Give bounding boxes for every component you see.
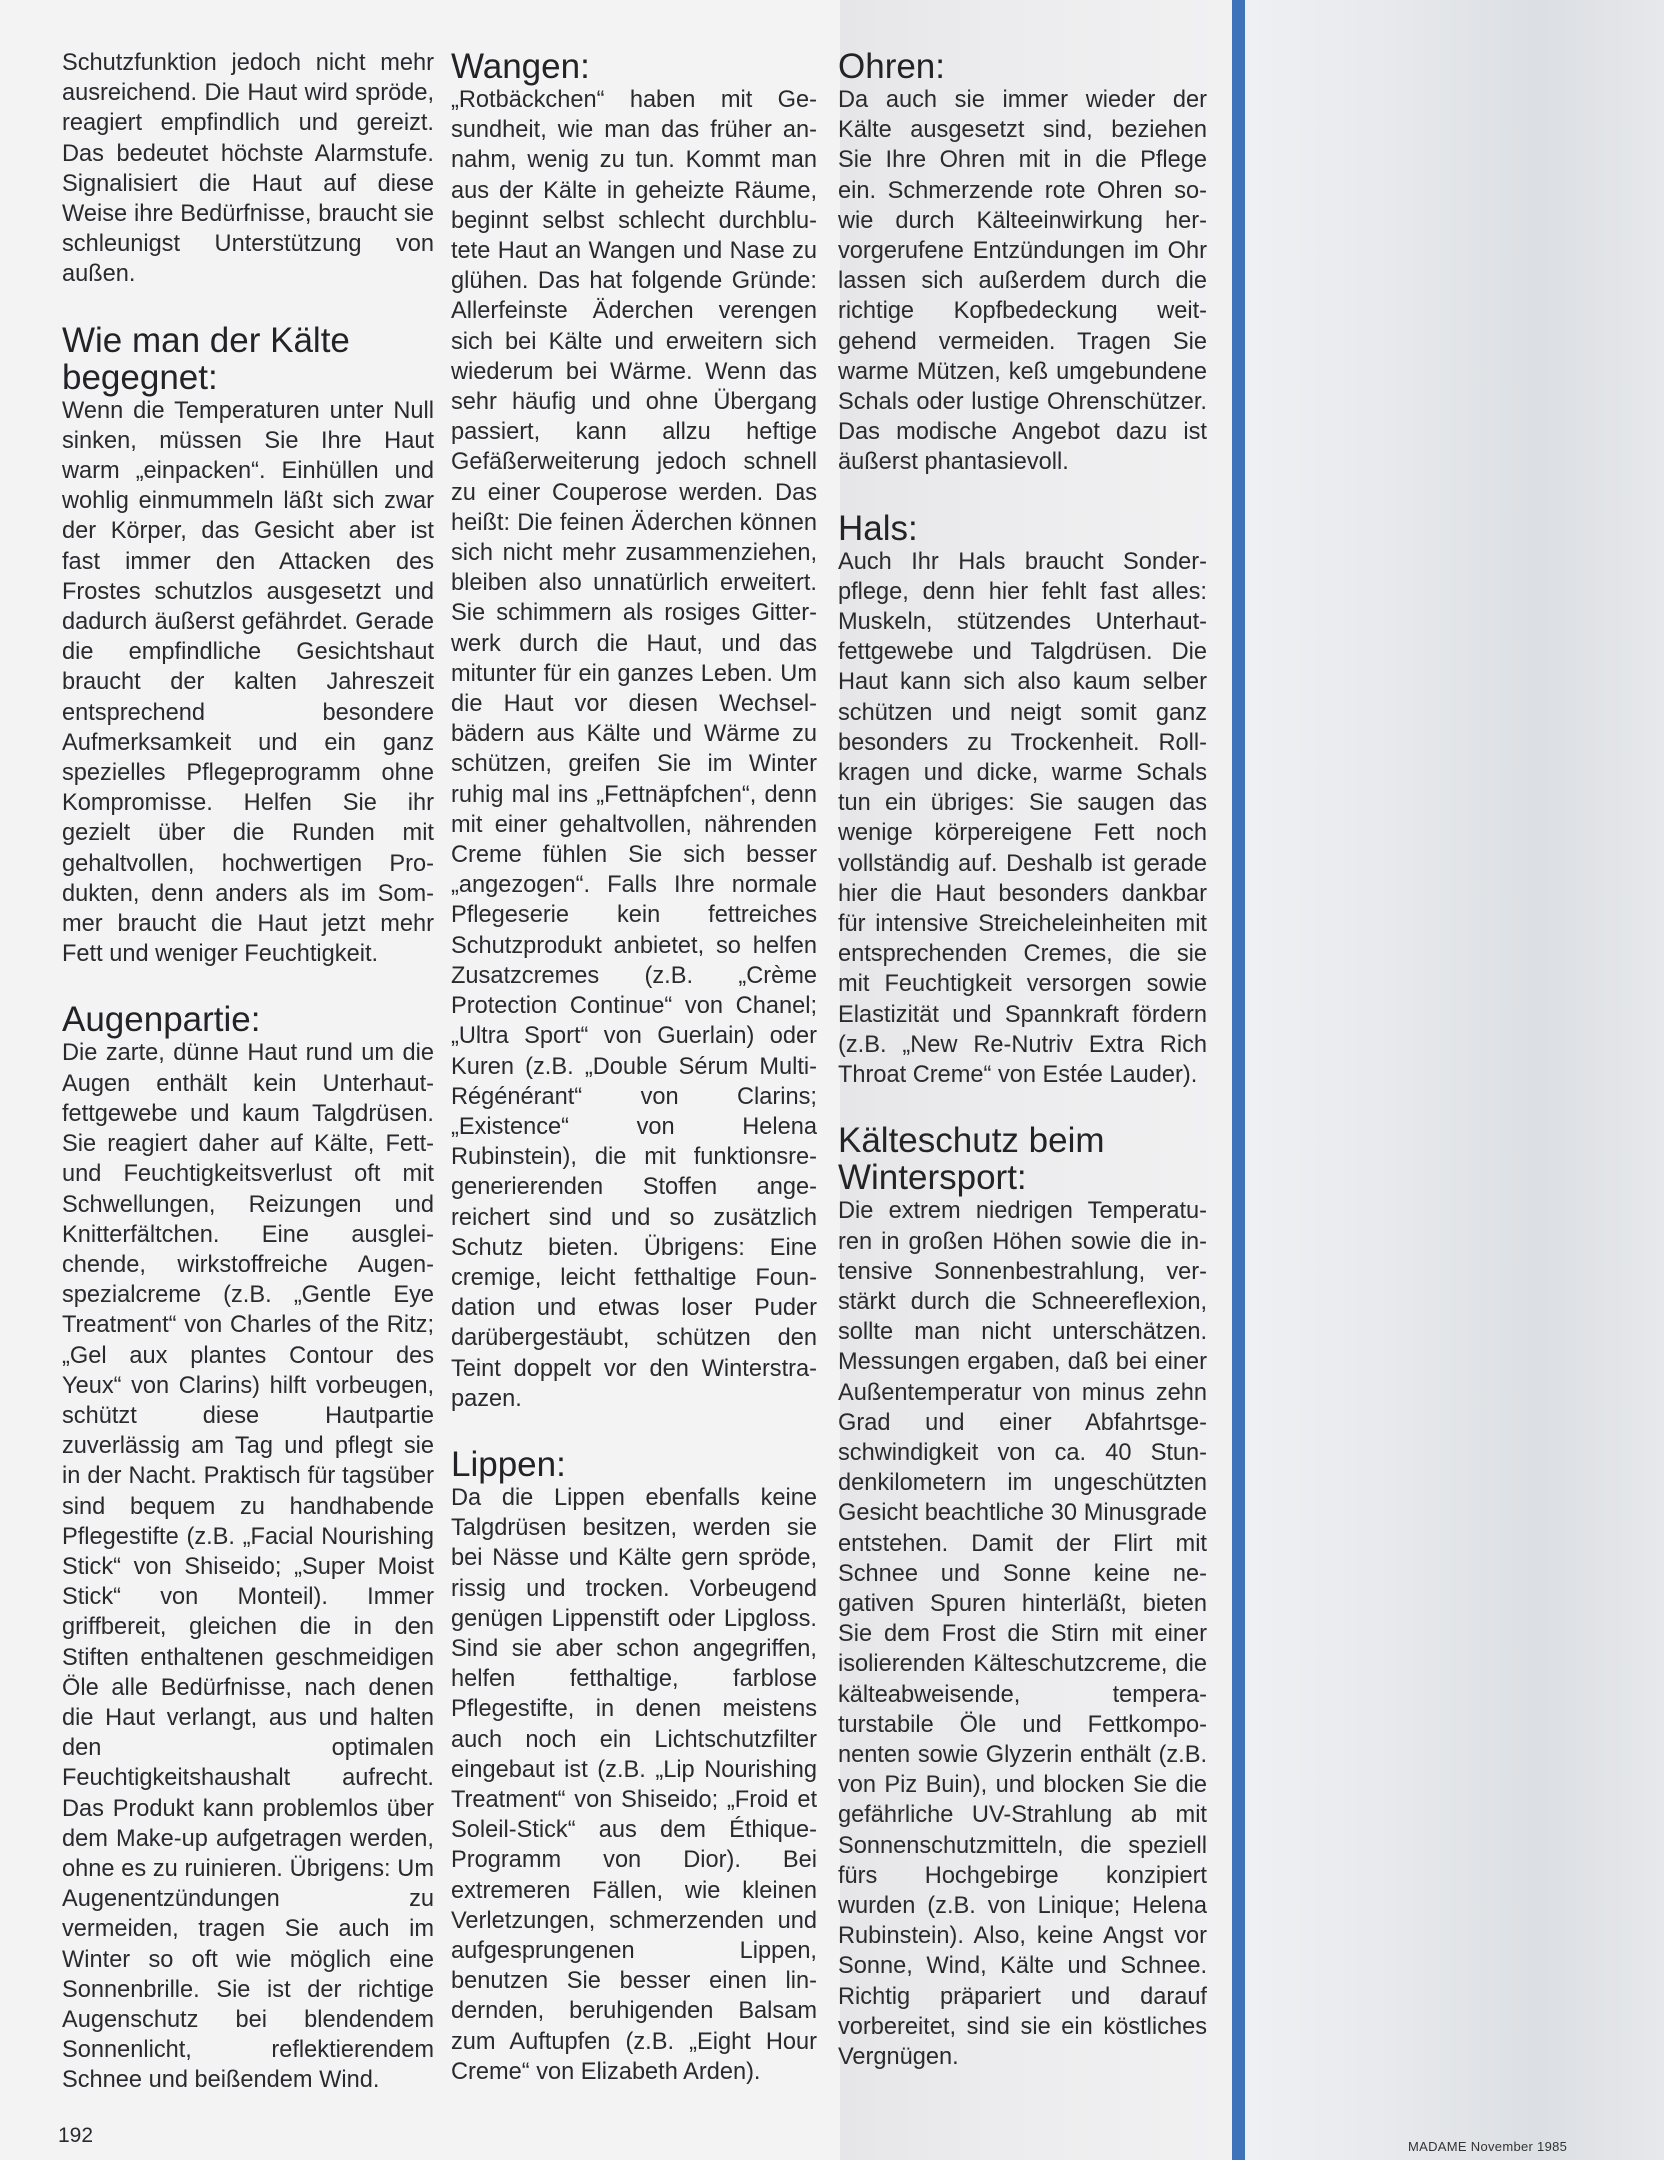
magazine-footer: MADAME November 1985: [1408, 2139, 1568, 2154]
heading-kaelte-begegnen: Wie man der Kälte begegnet:: [62, 320, 350, 397]
facing-page-edge: [1245, 0, 1664, 2160]
article-column-2: [451, 48, 817, 2087]
blue-margin-bar: [1232, 0, 1245, 2160]
article-column-1: [62, 48, 434, 2096]
paragraph-hals: Auch Ihr Hals braucht Sonderpflege, denn hier fehlt fast alles: Muskeln, stützendes Unterhautfettgewebe und Talgdrüsen. Die Haut kann sich also kaum selber schützen und neigt somit ganz besonders zu Trockenheit. Rollkragen und dicke, warme Schals tun ein übriges: Sie saugen das wenige körpereigene Fett noch vollständig auf. Deshalb ist gerade hier die Haut besonders dankbar für intensive Streicheleinheiten mit entsprechenden Cremes, die sie mit Feuchtigkeit versorgen sowie Elastizität und Spannkraft fördern (z.B. „New Re-Nutriv Extra Rich Throat Creme“ von Estée Lauder).: [838, 548, 1207, 1089]
paragraph-wintersport: Die extrem niedrigen Temperaturen in großen Höhen sowie die intensive Sonnenbestrahlung, verstärkt durch die Schneereflexion, sollte man nicht unterschätzen. Messungen ergaben, daß bei einer Außentemperatur von minus zehn Grad und einer Abfahrtsgeschwindigkeit von ca. 40 Stundenkilometern im ungeschützten Gesicht beachtliche 30 Minusgrade entstehen. Damit der Flirt mit Schnee und Sonne keine negativen Spuren hinterläßt, bieten Sie dem Frost die Stirn mit einer isolierenden Kälteschutzcreme, die kälteabweisende, temperaturstabile Öle und Fettkomponenten sowie Glyzerin enthält (z.B. von Piz Buin), und blocken Sie die gefährliche UV-Strahlung ab mit Sonnenschutzmitteln, die speziell fürs Hochgebirge konzipiert wurden (z.B. von Linique; Helena Rubinstein). Also, keine Angst vor Sonne, Wind, Kälte und Schnee. Richtig präpariert und darauf vorbereitet, sind sie ein köstliches Vergnügen.: [838, 1198, 1207, 2070]
paragraph-intro-continued: Schutzfunktion jedoch nicht mehr ausreichend. Die Haut wird spröde, reagiert empfindlich und gereizt. Das bedeutet höchste Alarmstufe. Signalisiert die Haut auf diese Weise ihre Bedürfnisse, braucht sie schleunigst Unterstützung von außen.: [62, 50, 434, 288]
paragraph-kaelte-begegnen: Wenn die Temperaturen unter Null sinken, müssen Sie Ihre Haut warm „einpacken“. Einhüllen und wohlig einmummeln läßt sich zwar der Körper, das Gesicht aber ist fast immer den Attacken des Frostes schutzlos ausgesetzt und dadurch äußerst gefährdet. Gerade die empfindliche Gesichtshaut braucht der kalten Jahreszeit entsprechend besondere Aufmerksamkeit und ein ganz spezielles Pflegeprogramm ohne Kompromisse. Helfen Sie ihr gezielt über die Runden mit gehaltvollen, hochwertigen Produkten, denn anders als im Sommer braucht die Haut jetzt mehr Fett und weniger Feuchtigkeit.: [62, 397, 434, 968]
heading-wangen: Wangen:: [451, 47, 590, 86]
heading-wintersport: Kälteschutz beim Wintersport:: [838, 1121, 1105, 1198]
heading-lippen: Lippen:: [451, 1444, 566, 1484]
paragraph-lippen: Da die Lippen ebenfalls keine Talgdrüsen besitzen, werden sie bei Nässe und Kälte gern spröde, rissig und trocken. Vorbeugend genügen Lippenstift oder Lipgloss. Sind sie aber schon angegriffen, helfen fetthaltige, farblose Pflegestifte, in denen meistens auch noch ein Lichtschutzfilter eingebaut ist (z.B. „Lip Nourishing Treatment“ von Shiseido; „Froid et Soleil-Stick“ aus dem Éthique-Programm von Dior). Bei extremeren Fällen, wie kleinen Verletzungen, schmerzenden und aufgesprungenen Lippen, benutzen Sie besser einen lindernden, beruhigenden Balsam zum Auftupfen (z.B. „Eight Hour Creme“ von Elizabeth Arden).: [451, 1484, 817, 2085]
paragraph-augenpartie: Die zarte, dünne Haut rund um die Augen enthält kein Unterhautfettgewebe und kaum Talgdrüsen. Sie reagiert daher auf Kälte, Fett- und Feuchtigkeitsverlust oft mit Schwellungen, Reizungen und Knitterfältchen. Eine ausgleichende, wirkstoffreiche Augenspezialcreme (z.B. „Gentle Eye Treatment“ von Charles of the Ritz; „Gel aux plantes Contour des Yeux“ von Clarins) hilft vorbeugen, schützt diese Hautpartie zuverlässig am Tag und pflegt sie in der Nacht. Praktisch für tagsüber sind bequem zu handhabende Pflegestifte (z.B. „Facial Nourishing Stick“ von Shiseido; „Super Moist Stick“ von Monteil). Immer griffbereit, gleichen die in den Stiften enthaltenen geschmeidigen Öle alle Bedürfnisse, nach denen die Haut verlangt, aus und halten den optimalen Feuchtigkeitshaushalt aufrecht. Das Produkt kann problemlos über dem Make-up aufgetragen werden, ohne es zu ruinieren. Übrigens: Um Augenentzündungen zu vermeiden, tragen Sie auch im Winter so oft wie möglich eine Sonnenbrille. Sie ist der richtige Augenschutz bei blendendem Sonnenlicht, reflektierendem Schnee und beißendem Wind.: [62, 1040, 434, 2094]
paragraph-wangen: „Rotbäckchen“ haben mit Gesundheit, wie man das früher annahm, wenig zu tun. Kommt man aus der Kälte in geheizte Räume, beginnt selbst schlecht durchblutete Haut an Wangen und Nase zu glühen. Das hat folgende Gründe: Allerfeinste Äderchen verengen sich bei Kälte und erweitern sich wiederum bei Wärme. Wenn das sehr häufig und ohne Übergang passiert, kann allzu heftige Gefäßerweiterung jedoch schnell zu einer Couperose werden. Das heißt: Die feinen Äderchen können sich nicht mehr zusammenziehen, bleiben also unnatürlich erweitert. Sie schimmern als rosiges Gitterwerk durch die Haut, und das mitunter für ein ganzes Leben. Um die Haut vor diesen Wechselbädern aus Kälte und Wärme zu schützen, greifen Sie im Winter ruhig mal ins „Fettnäpfchen“, denn mit einer gehaltvollen, nährenden Creme fühlen Sie sich besser „angezogen“. Falls Ihre normale Pflegeserie kein fettreiches Schutzprodukt anbietet, so helfen Zusatzcremes (z.B. „Crème Protection Continue“ von Chanel; „Ultra Sport“ von Guerlain) oder Kuren (z.B. „Double Sérum Multi-Régénérant“ von Clarins; „Existence“ von Helena Rubinstein), die mit funktionsregenerierenden Stoffen angereichert sind und so zusätzlich Schutz bieten. Übrigens: Eine cremige, leicht fetthaltige Foundation und etwas loser Puder darübergestäubt, schützen den Teint doppelt vor den Winterstrapazen.: [451, 87, 817, 1412]
heading-augenpartie: Augenpartie:: [62, 1000, 261, 1040]
heading-hals: Hals:: [838, 508, 918, 548]
page-number: 192: [58, 2124, 94, 2147]
paragraph-ohren: Da auch sie immer wieder der Kälte ausgesetzt sind, beziehen Sie Ihre Ohren mit in die Pflege ein. Schmerzende rote Ohren sowie durch Kälteeinwirkung hervorgerufene Entzündungen im Ohr lassen sich außerdem durch die richtige Kopfbedeckung weitgehend vermeiden. Tragen Sie warme Mützen, keß umgebundene Schals oder lustige Ohrenschützer. Das modische Angebot dazu ist äußerst phantasievoll.: [838, 87, 1207, 476]
article-column-3: [838, 48, 1207, 2072]
heading-ohren: Ohren:: [838, 47, 945, 86]
